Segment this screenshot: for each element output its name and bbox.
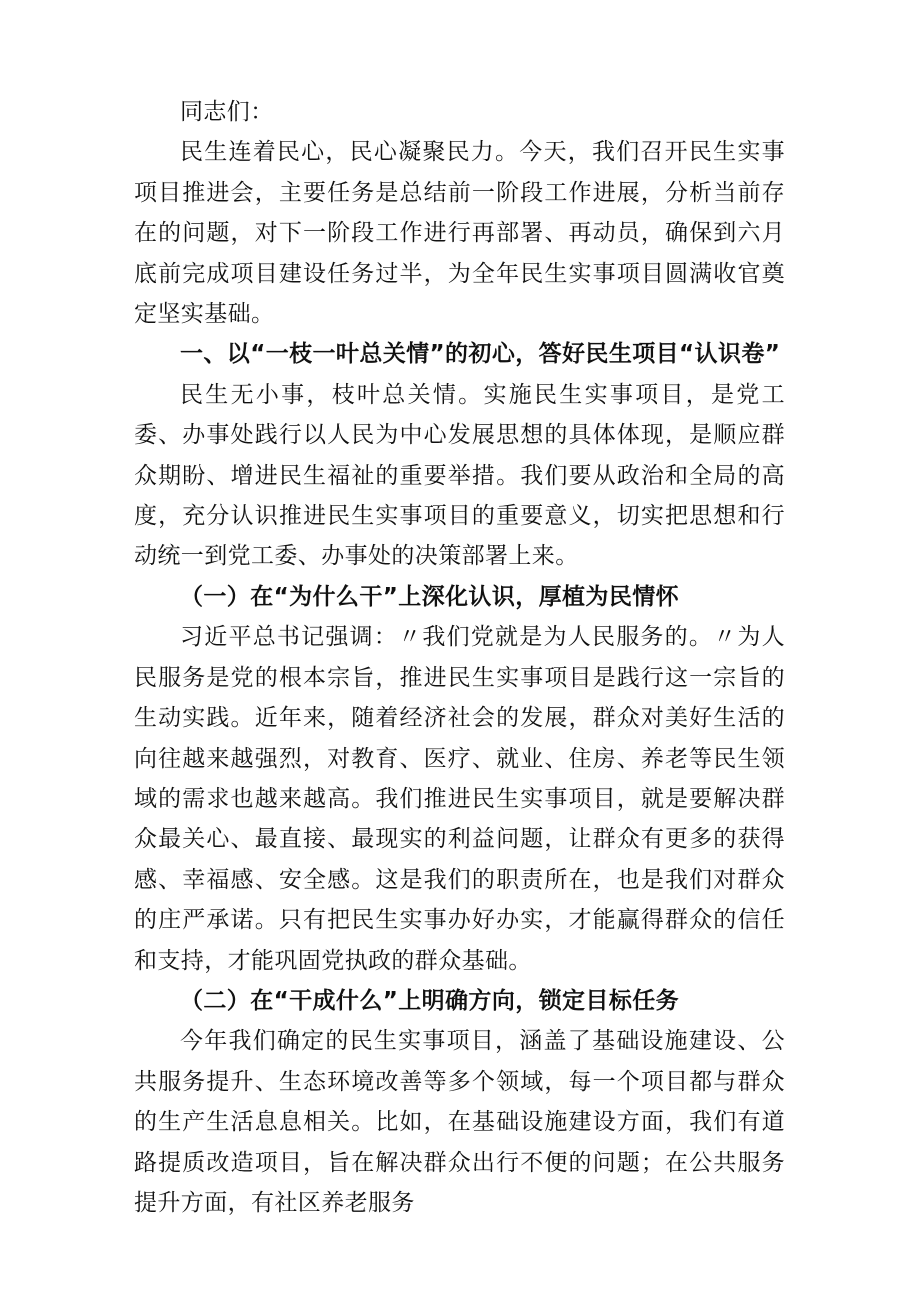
subsection-2-heading: （二）在“干成什么”上明确方向，锁定目标任务 xyxy=(180,987,680,1014)
subsection-1-paragraph: 习近平总书记强调：〃我们党就是为人民服务的。〃为人民服务是党的根本宗旨，推进民生实事项目是践行这一宗旨的生动实践。近年来，随着经济社会的发展，群众对美好生活的向往越来越强烈，对教育、医疗、就业、住房、养老等民生领域的需求也越来越高。我们推进民生实事项目，就是要解决群众最关心、最直接、最现实的利益问题，让群众有更多的获得感、幸福感、安全感。这是我们的职责所在，也是我们对群众的庄严承诺。只有把民生实事办好办实，才能赢得群众的信任和支持，才能巩固党执政的群众基础。 xyxy=(134,624,785,974)
subsection-2-paragraph: 今年我们确定的民生实事项目，涵盖了基础设施建设、公共服务提升、生态环境改善等多个领域，每一个项目都与群众的生产生活息息相关。比如，在基础设施建设方面，我们有道路提质改造项目，旨在解决群众出行不便的问题；在公共服务提升方面，有社区养老服务 xyxy=(134,1028,785,1216)
subsection-1-heading: （一）在“为什么干”上深化认识，厚植为民情怀 xyxy=(180,583,680,610)
document-body xyxy=(134,92,785,1223)
section-1-heading: 一、以“一枝一叶总关情”的初心，答好民生项目“认识卷” xyxy=(180,341,781,368)
salutation: 同志们： xyxy=(180,99,274,125)
section-1-paragraph: 民生无小事，枝叶总关情。实施民生实事项目，是党工委、办事处践行以人民为中心发展思想的具体体现，是顺应群众期盼、增进民生福祉的重要举措。我们要从政治和全局的高度，充分认识推进民生实事项目的重要意义，切实把思想和行动统一到党工委、办事处的决策部署上来。 xyxy=(134,381,785,570)
intro-paragraph: 民生连着民心，民心凝聚民力。今天，我们召开民生实事项目推进会，主要任务是总结前一阶段工作进展，分析当前存在的问题，对下一阶段工作进行再部署、再动员，确保到六月底前完成项目建设任务过半，为全年民生实事项目圆满收官奠定坚实基础。 xyxy=(134,139,785,328)
